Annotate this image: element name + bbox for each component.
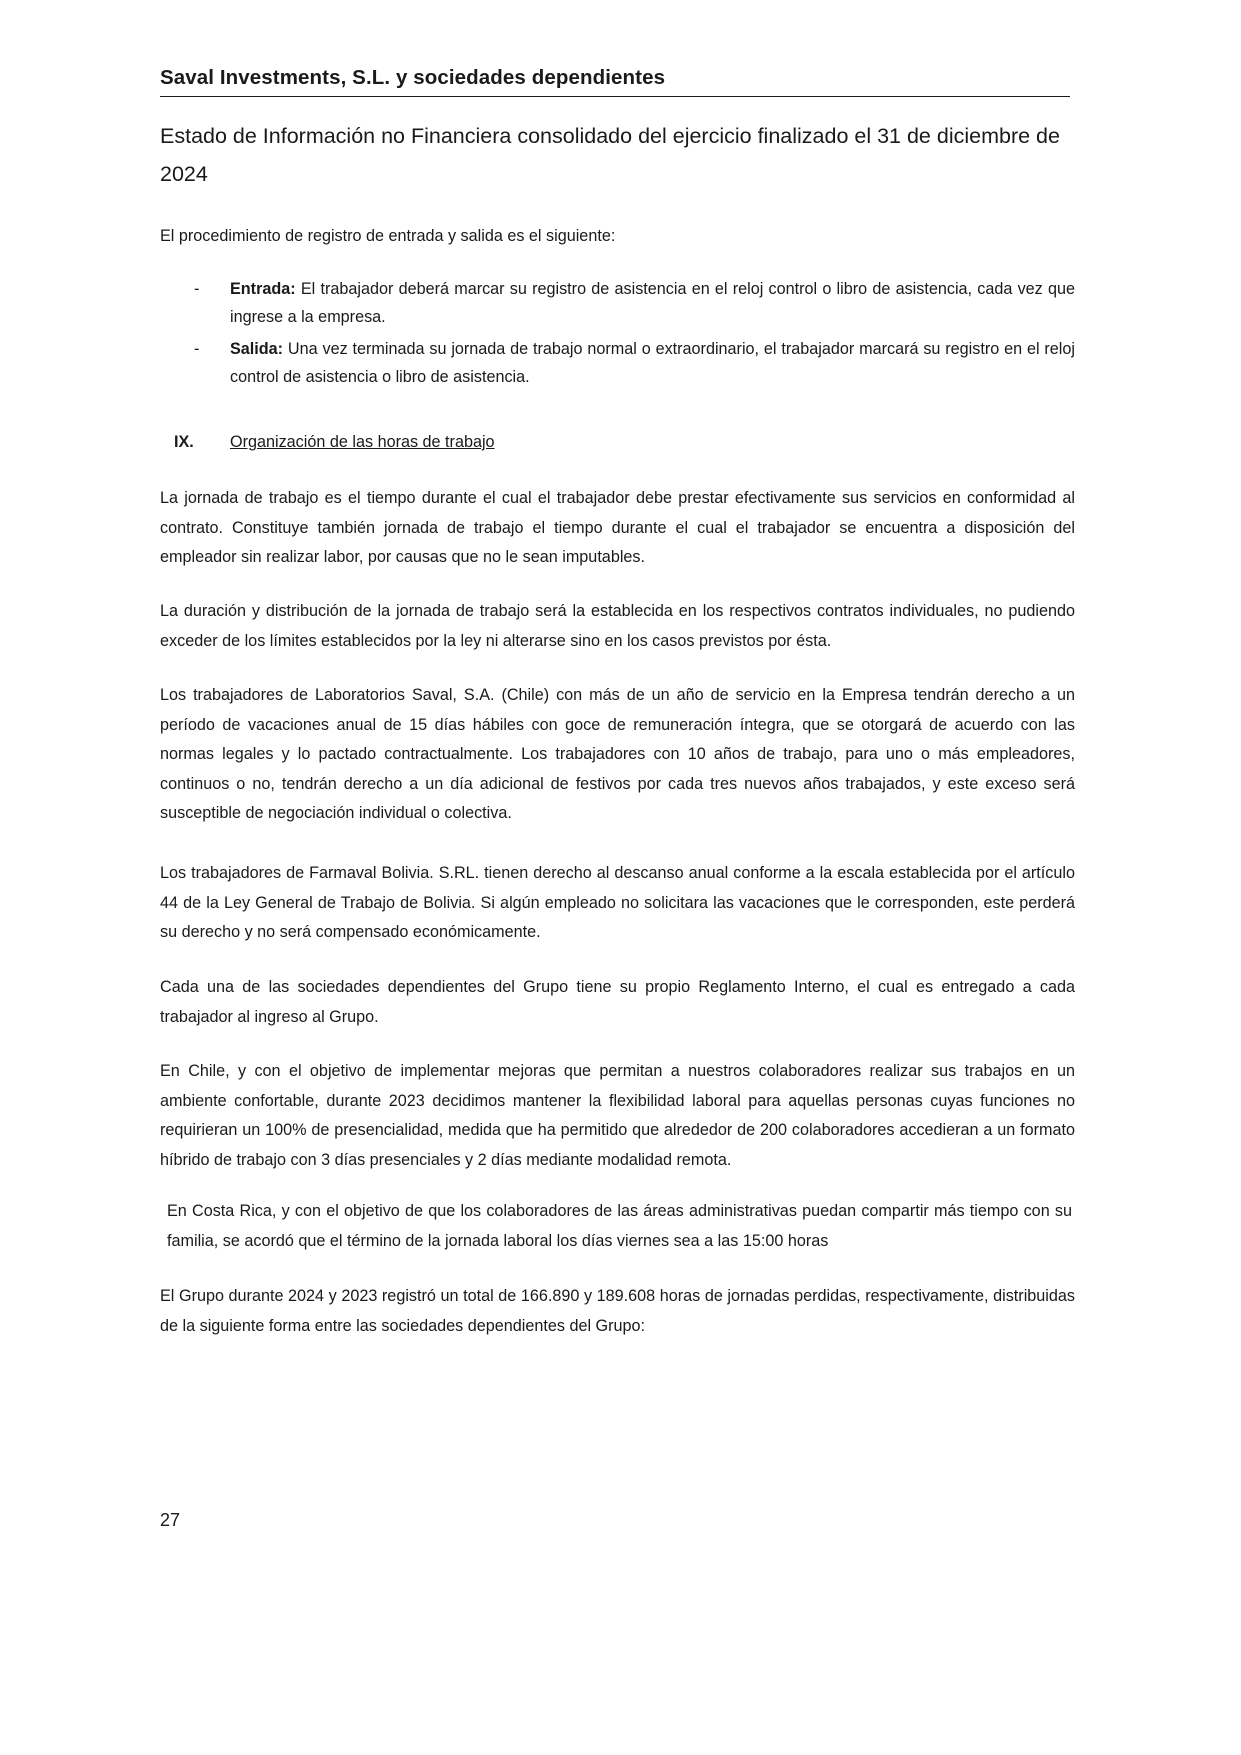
paragraph-costa-rica: En Costa Rica, y con el objetivo de que los colaboradores de las áreas administrativas puedan compartir más tiempo con su familia, se acordó que el término de la jornada laboral los días viernes sea a las 15:00 horas [167,1202,1072,1250]
list-item-entrada [160,275,1075,331]
bullet-text: El trabajador deberá marcar su registro de asistencia en el reloj control o libro de asistencia, cada vez que ingrese a la empresa. [230,280,1075,326]
page-number: 27 [160,1510,181,1530]
bullet-term: Salida: [230,340,284,358]
company-header: Saval Investments, S.L. y sociedades dependientes [160,66,1070,97]
paragraph-horas-perdidas: El Grupo durante 2024 y 2023 registró un total de 166.890 y 189.608 horas de jornadas perdidas, respectivamente, distribuidas de la siguiente forma entre las sociedades dependientes del Grupo: [160,1287,1075,1335]
section-title: Organización de las horas de trabajo [230,433,495,451]
section-number: IX. [174,433,194,451]
paragraph-vacaciones-chile: Los trabajadores de Laboratorios Saval, S.A. (Chile) con más de un año de servicio en la Empresa tendrán derecho a un período de vacaciones anual de 15 días hábiles con goce de remuneración íntegra, que se otorgará de acuerdo con las normas legales y lo pactado contractualmente. Los trabajadores con 10 años de trabajo, para uno o más empleadores, continuos o no, tendrán derecho a un día adicional de festivos por cada tres nuevos años trabajados, y este exceso será susceptible de negociación individual o colectiva. [160,686,1075,822]
paragraph-jornada: La jornada de trabajo es el tiempo durante el cual el trabajador debe prestar efectivamente sus servicios en conformidad al contrato. Constituye también jornada de trabajo el tiempo durante el cual el trabajador se encuentra a disposición del empleador sin realizar labor, por causas que no le sean imputables. [160,489,1075,566]
bullet-dash: - [194,340,200,358]
paragraph-duracion: La duración y distribución de la jornada de trabajo será la establecida en los respectivos contratos individuales, no pudiendo exceder de los límites establecidos por la ley ni alterarse sino en los casos previstos por ésta. [160,602,1075,650]
paragraph-chile-flexibilidad: En Chile, y con el objetivo de implementar mejoras que permitan a nuestros colaboradores realizar sus trabajos en un ambiente confortable, durante 2023 decidimos mantener la flexibilidad laboral para aquellas personas cuyas funciones no requirieran un 100% de presencialidad, medida que ha permitido que alrededor de 200 colaboradores accedieran a un formato híbrido de trabajo con 3 días presenciales y 2 días mediante modalidad remota. [160,1062,1075,1169]
bullet-term: Entrada: [230,280,296,298]
bullet-text: Una vez terminada su jornada de trabajo normal o extraordinario, el trabajador marcará su registro en el reloj control de asistencia o libro de asistencia. [230,340,1075,386]
paragraph-reglamento: Cada una de las sociedades dependientes del Grupo tiene su propio Reglamento Interno, el cual es entregado a cada trabajador al ingreso al Grupo. [160,978,1075,1026]
intro-paragraph: El procedimiento de registro de entrada y salida es el siguiente: [160,227,616,245]
bullet-dash: - [194,280,200,298]
paragraph-bolivia: Los trabajadores de Farmaval Bolivia. S.RL. tienen derecho al descanso anual conforme a la escala establecida por el artículo 44 de la Ley General de Trabajo de Bolivia. Si algún empleado no solicitara las vacaciones que le corresponden, este perderá su derecho y no será compensado económicamente. [160,864,1075,941]
list-item-salida [160,335,1075,391]
section-heading [174,430,495,454]
report-title: Estado de Información no Financiera consolidado del ejercicio finalizado el 31 de diciembre de 2024 [160,124,1060,186]
